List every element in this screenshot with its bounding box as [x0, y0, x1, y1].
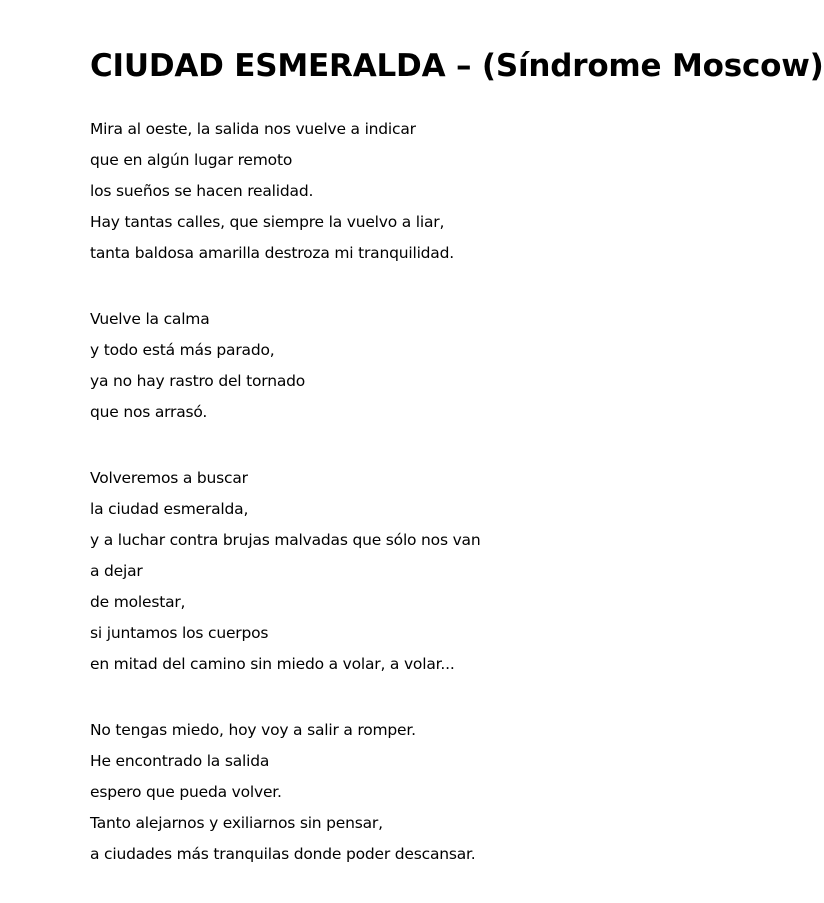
stanza-3: [90, 463, 610, 680]
poem-line: He encontrado la salida: [90, 752, 270, 770]
poem-line: espero que pueda volver.: [90, 783, 282, 801]
document-page: [90, 48, 824, 870]
poem-line: que en algún lugar remoto: [90, 151, 293, 169]
poem-line: la ciudad esmeralda,: [90, 500, 249, 518]
poem-line: Mira al oeste, la salida nos vuelve a indicar: [90, 120, 416, 138]
stanza-4: [90, 715, 610, 870]
stanza-1: [90, 114, 610, 269]
stanza-2: [90, 304, 610, 428]
poem-line: y todo está más parado,: [90, 341, 275, 359]
poem-line: Tanto alejarnos y exiliarnos sin pensar,: [90, 814, 383, 832]
poem-line: tanta baldosa amarilla destroza mi tranquilidad.: [90, 244, 454, 262]
poem-line: No tengas miedo, hoy voy a salir a romper.: [90, 721, 416, 739]
poem-line: a dejar: [90, 562, 143, 580]
poem-line: de molestar,: [90, 593, 186, 611]
poem-line: en mitad del camino sin miedo a volar, a volar...: [90, 655, 455, 673]
poem-line: y a luchar contra brujas malvadas que sólo nos van: [90, 531, 481, 549]
poem-line: que nos arrasó.: [90, 403, 208, 421]
poem-title: CIUDAD ESMERALDA – (Síndrome Moscow): [90, 48, 824, 84]
poem-line: Vuelve la calma: [90, 310, 210, 328]
poem-line: ya no hay rastro del tornado: [90, 372, 306, 390]
poem-line: Hay tantas calles, que siempre la vuelvo a liar,: [90, 213, 445, 231]
poem-line: Volveremos a buscar: [90, 469, 248, 487]
poem-line: si juntamos los cuerpos: [90, 624, 269, 642]
poem-line: a ciudades más tranquilas donde poder descansar.: [90, 845, 476, 863]
poem-line: los sueños se hacen realidad.: [90, 182, 314, 200]
